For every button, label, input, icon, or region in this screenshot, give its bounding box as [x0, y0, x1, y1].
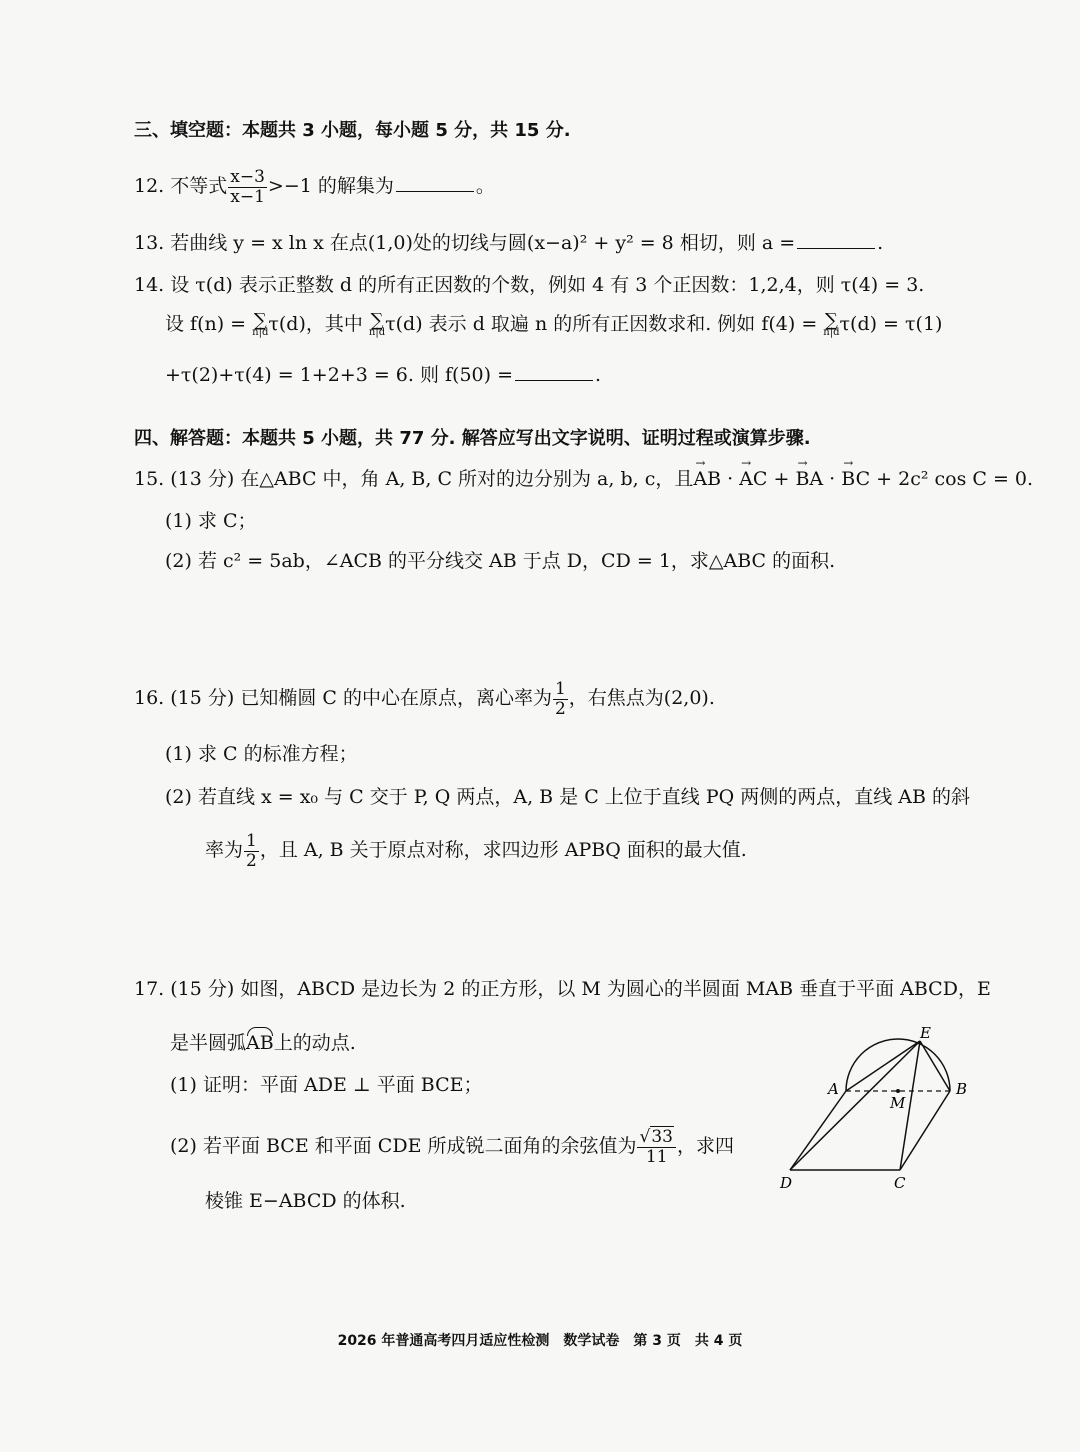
vector-ac: → AC	[739, 468, 767, 491]
section-3-heading: 三、填空题：本题共 3 小题，每小题 5 分，共 15 分.	[134, 120, 571, 141]
section-4-heading: 四、解答题：本题共 5 小题，共 77 分. 解答应写出文字说明、证明过程或演算步骤.	[134, 428, 811, 449]
q12-denominator: x−1	[230, 186, 265, 207]
question-16-part-2-cont	[205, 832, 747, 870]
q17-l2a: 是半圆弧	[170, 1032, 247, 1054]
q16-fraction	[553, 680, 568, 718]
vector-ab: → AB	[693, 468, 721, 491]
edge-ea	[846, 1041, 920, 1091]
q16-tail: ，右焦点为(2,0).	[568, 687, 715, 710]
q14-l2b: τ(d)，其中	[268, 313, 363, 335]
question-16-part-1: (1) 求 C 的标准方程；	[165, 743, 358, 765]
q14-sum-3-sub: n|d	[823, 327, 840, 338]
q14-l2d: τ(d) = τ(1)	[839, 313, 943, 335]
q14-l2c: τ(d) 表示 d 取遍 n 的所有正因数求和. 例如 f(4) =	[385, 313, 818, 335]
question-14-line-2	[165, 312, 942, 338]
label-b: B	[956, 1080, 968, 1098]
q14-sum-1-sub: n|d	[252, 327, 269, 338]
arc-ab: AB	[246, 1032, 274, 1054]
q17-radicand: 33	[651, 1127, 673, 1147]
q12-prefix: 12. 不等式	[134, 175, 228, 198]
q12-text: >−1 的解集为	[267, 175, 394, 198]
edge-eb	[920, 1041, 950, 1091]
q17-root-sign: √	[639, 1127, 651, 1147]
page-footer: 2026 年普通高考四月适应性检测 数学试卷 第 3 页 共 4 页	[337, 1333, 743, 1349]
q16-slope-fraction	[244, 832, 259, 870]
q15-plus: +	[767, 468, 796, 490]
label-e: E	[920, 1024, 931, 1042]
q14-sum-3	[823, 312, 839, 338]
q13-text: 13. 若曲线 y = x ln x 在点(1,0)处的切线与圆(x−a)² + y² = 8 相切，则 a =	[134, 232, 796, 254]
q14-answer-blank	[515, 364, 593, 381]
q15-dot-2: ·	[823, 468, 842, 490]
q14-sum-2-sign: ∑	[370, 310, 384, 331]
question-17-line-1: 17. (15 分) 如图，ABCD 是边长为 2 的正方形，以 M 为圆心的半圆面 MAB 垂直于平面 ABCD，E	[134, 978, 991, 1000]
q17-l2b: 上的动点.	[273, 1032, 356, 1054]
q16-slope-den: 2	[246, 850, 257, 871]
q17-cosine-den: 11	[645, 1146, 668, 1167]
question-16-part-2: (2) 若直线 x = x₀ 与 C 交于 P, Q 两点，A, B 是 C 上位于直线 PQ 两侧的两点，直线 AB 的斜	[165, 786, 970, 808]
q15-tail: + 2c² cos C = 0.	[870, 468, 1034, 490]
question-17-part-2-cont: 棱锥 E−ABCD 的体积.	[205, 1190, 406, 1212]
question-14-line-1: 14. 设 τ(d) 表示正整数 d 的所有正因数的个数，例如 4 有 3 个正因数：1,2,4，则 τ(4) = 3.	[134, 274, 925, 296]
edge-ad	[790, 1091, 846, 1170]
label-a: A	[828, 1080, 839, 1098]
q15-dot-1: ·	[721, 468, 740, 490]
q14-sum-1-sign: ∑	[253, 310, 267, 331]
question-15-part-1: (1) 求 C；	[165, 510, 257, 532]
q16-fraction-den: 2	[554, 698, 566, 719]
question-14-line-3	[165, 364, 601, 387]
q16-p2b-a: 率为	[205, 839, 244, 862]
q16-slope-num: 1	[246, 831, 257, 851]
q16-p2b-b: ，且 A, B 关于原点对称，求四边形 APBQ 面积的最大值.	[259, 839, 747, 862]
q14-l2a: 设 f(n) =	[165, 313, 247, 335]
q13-answer-blank	[797, 232, 875, 249]
question-16-stem	[134, 680, 715, 718]
q14-l3a: +τ(2)+τ(4) = 1+2+3 = 6. 则 f(50) =	[165, 364, 513, 386]
q14-sum-2-sub: n|d	[368, 327, 386, 338]
q17-cosine-fraction	[637, 1128, 675, 1166]
q16-fraction-num: 1	[554, 679, 566, 699]
q15-text: 15. (13 分) 在△ABC 中，角 A, B, C 所对的边分别为 a, b, c，且	[134, 468, 694, 490]
label-c: C	[894, 1174, 906, 1192]
q14-sum-3-sign: ∑	[824, 310, 838, 331]
q13-end: .	[877, 232, 884, 254]
center-point-m	[896, 1089, 900, 1093]
q14-l3b: .	[595, 364, 602, 386]
label-m: M	[890, 1094, 906, 1112]
q12-numerator: x−3	[230, 167, 265, 187]
q17-cosine-num	[637, 1128, 675, 1148]
q12-answer-blank	[396, 175, 474, 192]
geometry-figure	[770, 1018, 980, 1198]
q12-fraction	[228, 168, 267, 206]
q16-text: 16. (15 分) 已知椭圆 C 的中心在原点，离心率为	[134, 687, 552, 710]
question-15-stem	[134, 468, 1033, 491]
edge-cb	[900, 1091, 950, 1170]
question-13	[134, 232, 883, 255]
question-15-part-2: (2) 若 c² = 5ab，∠ACB 的平分线交 AB 于点 D，CD = 1，求△ABC 的面积.	[165, 550, 836, 572]
question-17-part-2	[170, 1128, 734, 1166]
vector-bc: → BC	[841, 468, 870, 491]
q14-sum-1	[252, 312, 268, 338]
vector-ba: → BA	[795, 468, 823, 491]
question-12	[134, 168, 495, 206]
q17-p2b: ，求四	[676, 1135, 734, 1158]
label-d: D	[780, 1174, 793, 1192]
q14-sum-2	[369, 312, 385, 338]
question-17-line-2	[170, 1032, 356, 1055]
q12-end: 。	[475, 175, 495, 198]
question-17-part-1: (1) 证明：平面 ADE ⊥ 平面 BCE；	[170, 1074, 483, 1096]
q17-p2a: (2) 若平面 BCE 和平面 CDE 所成锐二面角的余弦值为	[170, 1135, 637, 1158]
